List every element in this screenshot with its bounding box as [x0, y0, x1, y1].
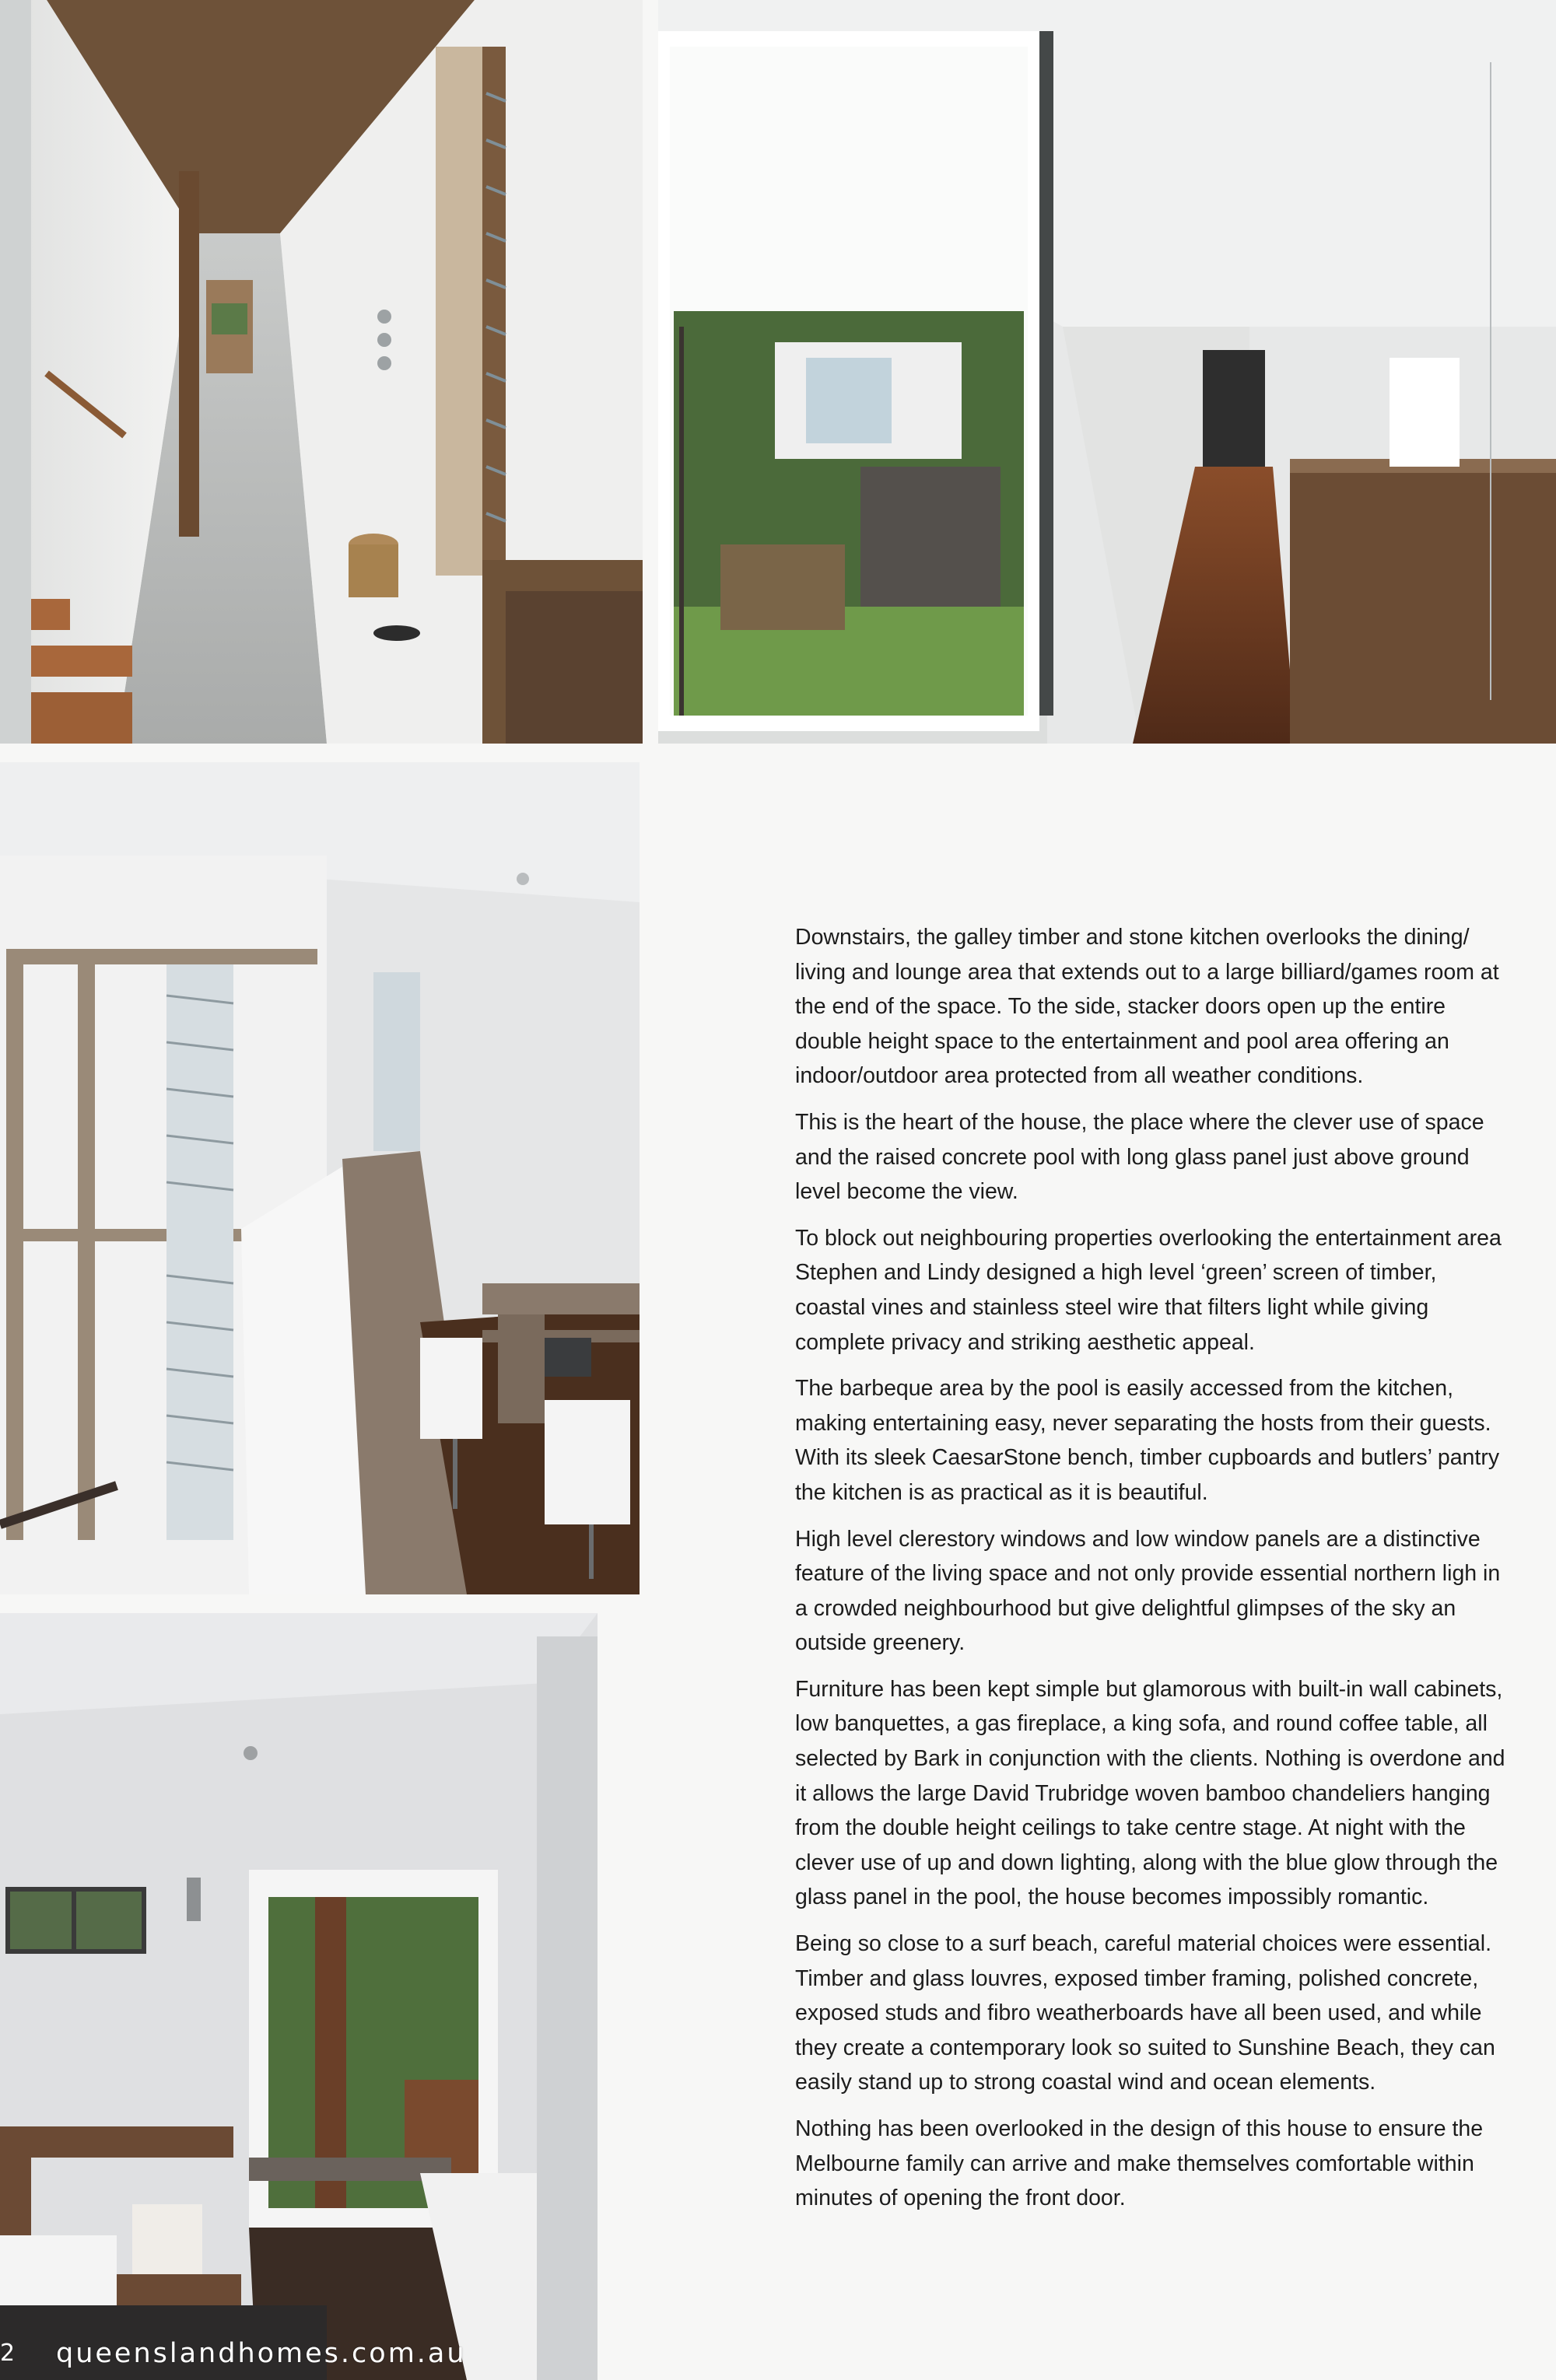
paragraph-green-screen: To block out neighbouring properties overlooking the entertainment area Stephen and Lindy designed a high level ‘green’ screen of timber, coastal vines and stainless steel wire that filters light while giving complete privacy and striking aesthetic appeal.: [795, 1225, 1502, 1355]
photo-study: [0, 762, 640, 1594]
photo-hallway: [0, 0, 643, 744]
photo-window-corridor: [658, 0, 1556, 744]
paragraph-barbeque: The barbeque area by the pool is easily accessed from the kitchen, making entertaining easy, never separating the hosts from their guests. With its sleek CaesarStone bench, timber cupboards and butlers’ pantry the kitchen is as practical as it is beautiful.: [795, 1376, 1500, 1505]
paragraph-heart-of-house: This is the heart of the house, the place where the clever use of space and the raised concrete pool with long glass panel just above ground level become the view.: [795, 1109, 1484, 1205]
paragraph-clerestory: High level clerestory windows and low window panels are a distinctive feature of the living space and not only provide essential northern ligh in a crowded neighbourhood but give delightful glimpses of the sky an outside greenery.: [795, 1526, 1501, 1656]
footer-url: queenslandhomes.com.au: [56, 2338, 467, 2369]
paragraph-materials: Being so close to a surf beach, careful material choices were essential. Timber and glass louvres, exposed timber framing, polished concrete, exposed studs and fibro weatherboards have all been used, and while they create a contemporary look so suited to Sunshine Beach, they can easily stand up to strong coastal wind and ocean elements.: [795, 1931, 1495, 2095]
page-number: 2: [0, 2340, 16, 2367]
photo-bedroom: [0, 1613, 598, 2380]
paragraph-furniture: Furniture has been kept simple but glamorous with built-in wall cabinets, low banquettes, a gas fireplace, a king sofa, and round coffee table, all selected by Bark in conjunction with the clients. Nothing is overdone and it allows the large David Trubridge woven bamboo chandeliers hanging from the double height ceilings to take centre stage. At night with the clever use of up and down lighting, along with the blue glow through the glass panel in the pool, the house becomes impossibly romantic.: [795, 1676, 1505, 1910]
article-body: [795, 920, 1509, 2228]
paragraph-downstairs: Downstairs, the galley timber and stone kitchen overlooks the dining/ living and lounge area that extends out to a large billiard/games room at the end of the space. To the side, stacker doors open up the entire double height space to the entertainment and pool area offering an indoor/outdoor area protected from all weather conditions.: [795, 925, 1499, 1089]
paragraph-conclusion: Nothing has been overlooked in the design of this house to ensure the Melbourne family can arrive and make themselves comfortable within minutes of opening the front door.: [795, 2116, 1484, 2211]
